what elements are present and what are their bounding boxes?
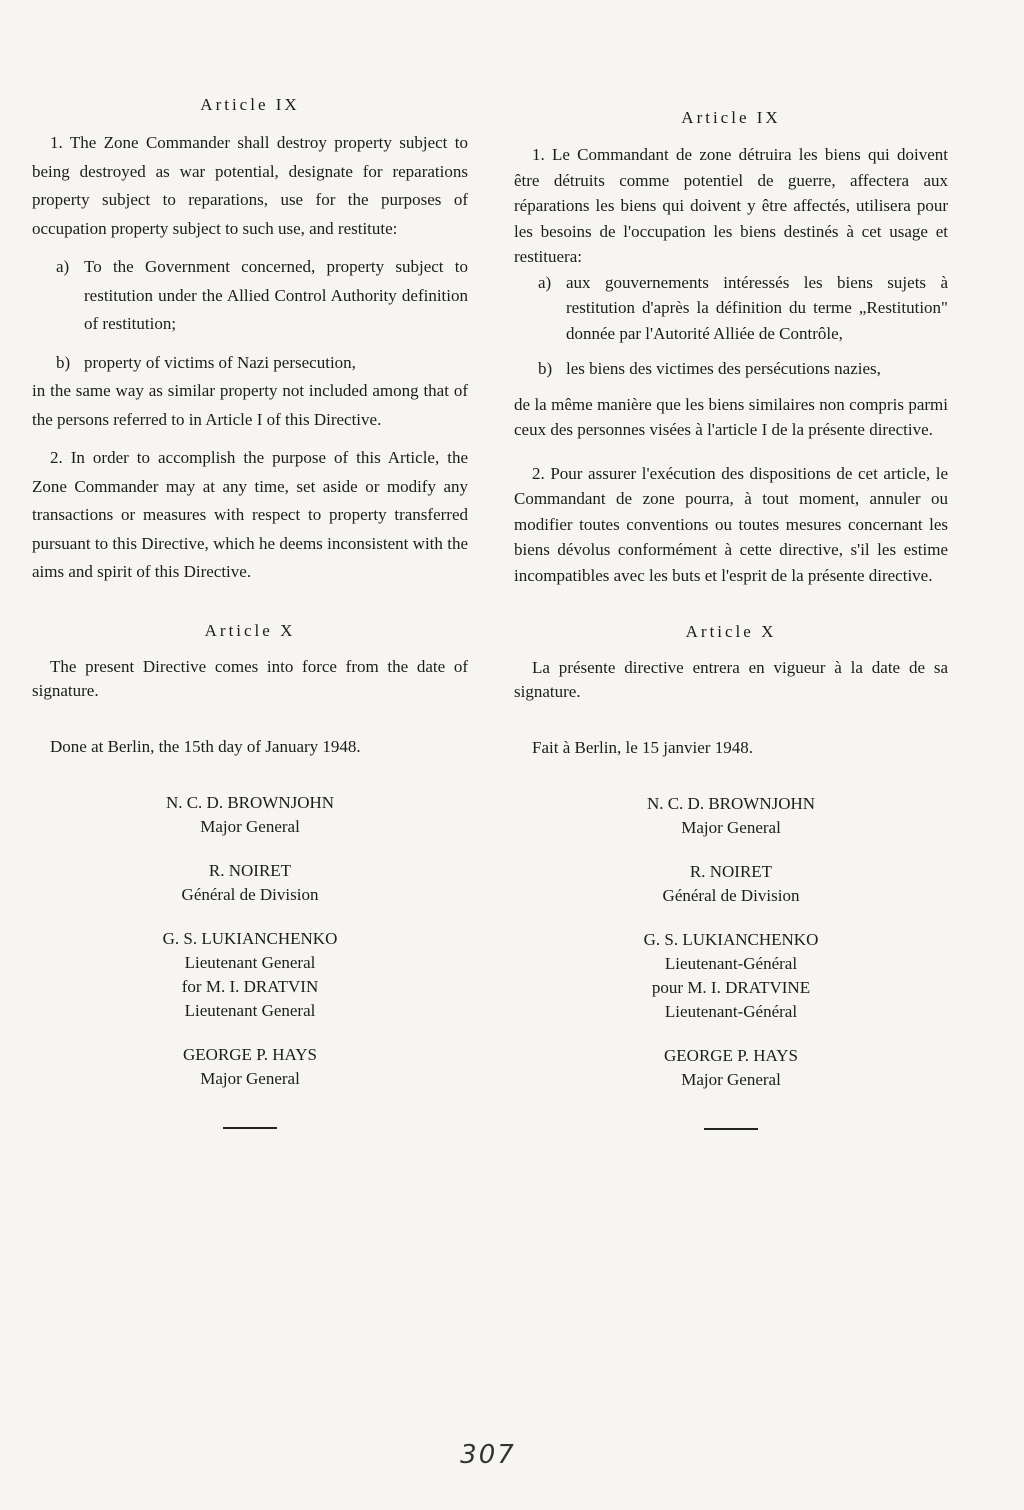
closing-rule — [704, 1128, 758, 1130]
signature-block — [32, 927, 468, 1023]
signature-block — [32, 1043, 468, 1091]
signatory-rank: Major General — [200, 1068, 300, 1088]
signatory-rank: Général de Division — [181, 884, 319, 904]
article-ix-title: Article IX — [200, 95, 300, 114]
article-ix-paragraph-2: 2. Pour assurer l'exécution des dispositions de cet article, le Commandant de zone pourra, à tout moment, annuler ou modifier toutes conventions ou toutes mesures concernant les biens dévolus conformément à cette directive, s'il les estime incompatibles avec les buts et l'esprit de la présente directive. — [514, 463, 948, 585]
article-ix-item-a — [514, 270, 948, 347]
signature-block — [32, 859, 468, 907]
article-x-title: Article X — [685, 622, 777, 641]
article-x-title: Article X — [204, 620, 296, 640]
signatory-name: GEORGE P. HAYS — [183, 1044, 317, 1064]
closing-rule — [223, 1127, 277, 1129]
signatory-name: N. C. D. BROWNJOHN — [646, 794, 816, 813]
signature-block — [514, 792, 948, 840]
signatory-name: R. NOIRET — [689, 862, 773, 881]
signatory-rank: Lieutenant General — [184, 952, 316, 972]
article-ix-title: Article IX — [681, 108, 781, 127]
signatory-rank: Major General — [200, 816, 300, 836]
article-ix-paragraph-1: 1. Le Commandant de zone détruira les biens qui doivent être détruits comme potentiel de guerre, affectera aux réparations les biens qui doivent y être affectés, utilisera pour les besoins de l'occupation les biens destinés à cet usage et restituera: — [514, 145, 948, 266]
article-ix-paragraph-1-continued: de la même manière que les biens similaires non compris parmi ceux des personnes visées à l'article I de la présente directive. — [514, 394, 948, 439]
page-number: 307 — [460, 1440, 516, 1470]
signatory-for-rank: Lieutenant-Général — [664, 1002, 798, 1021]
article-x-paragraph: The present Directive comes into force from the date of signature. — [32, 656, 468, 700]
item-label: b) — [56, 352, 71, 372]
signatory-name: R. NOIRET — [208, 860, 292, 880]
done-at-line: Done at Berlin, the 15th day of January 1948. — [50, 736, 361, 756]
french-column — [514, 108, 948, 1130]
signatory-rank: Major General — [681, 1070, 781, 1089]
article-x-paragraph: La présente directive entrera en vigueur à la date de sa signature. — [514, 658, 948, 701]
signatory-name: G. S. LUKIANCHENKO — [162, 928, 338, 948]
signature-block — [514, 1044, 948, 1092]
item-text: aux gouvernements intéressés les biens sujets à restitution d'après la définition du terme „Restitution" donnée par l'Autorité Alliée de Contrôle, — [566, 272, 948, 343]
signatory-name: N. C. D. BROWNJOHN — [165, 792, 335, 812]
signatory-for: for M. I. DRATVIN — [181, 976, 319, 996]
signatory-for-rank: Lieutenant General — [184, 1000, 316, 1020]
article-ix-paragraph-1-continued: in the same way as similar property not included among that of the persons referred to in Article I of this Directive. — [32, 381, 468, 429]
item-text: To the Government concerned, property subject to restitution under the Allied Control Authority definition of restitution; — [84, 257, 468, 333]
signatory-name: G. S. LUKIANCHENKO — [643, 930, 819, 949]
english-column — [32, 95, 468, 1129]
item-label: b) — [538, 359, 553, 378]
article-ix-item-b — [514, 356, 948, 382]
signatory-rank: Général de Division — [662, 886, 800, 905]
item-text: les biens des victimes des persécutions nazies, — [566, 359, 881, 378]
signature-block — [32, 791, 468, 839]
article-ix-paragraph-1: 1. The Zone Commander shall destroy property subject to being destroyed as war potential, designate for reparations property subject to reparations, use for the purposes of occupation property subject to such use, and restitute: — [32, 133, 468, 238]
article-ix-item-a — [32, 253, 468, 339]
item-label: a) — [56, 257, 70, 276]
item-label: a) — [538, 272, 552, 292]
article-ix-item-b — [32, 349, 468, 378]
signatory-for: pour M. I. DRATVINE — [651, 978, 811, 997]
signature-block — [514, 860, 948, 908]
signatory-rank: Major General — [681, 818, 781, 837]
item-text: property of victims of Nazi persecution, — [84, 352, 356, 372]
done-at-line: Fait à Berlin, le 15 janvier 1948. — [532, 738, 753, 757]
signature-block — [514, 928, 948, 1024]
signatory-rank: Lieutenant-Général — [664, 954, 798, 973]
signatory-name: GEORGE P. HAYS — [664, 1046, 798, 1065]
article-ix-paragraph-2: 2. In order to accomplish the purpose of this Article, the Zone Commander may at any time, set aside or modify any transactions or measures with respect to property transferred pursuant to this Directive, which he deems inconsistent with the aims and spirit of this Directive. — [32, 448, 468, 581]
